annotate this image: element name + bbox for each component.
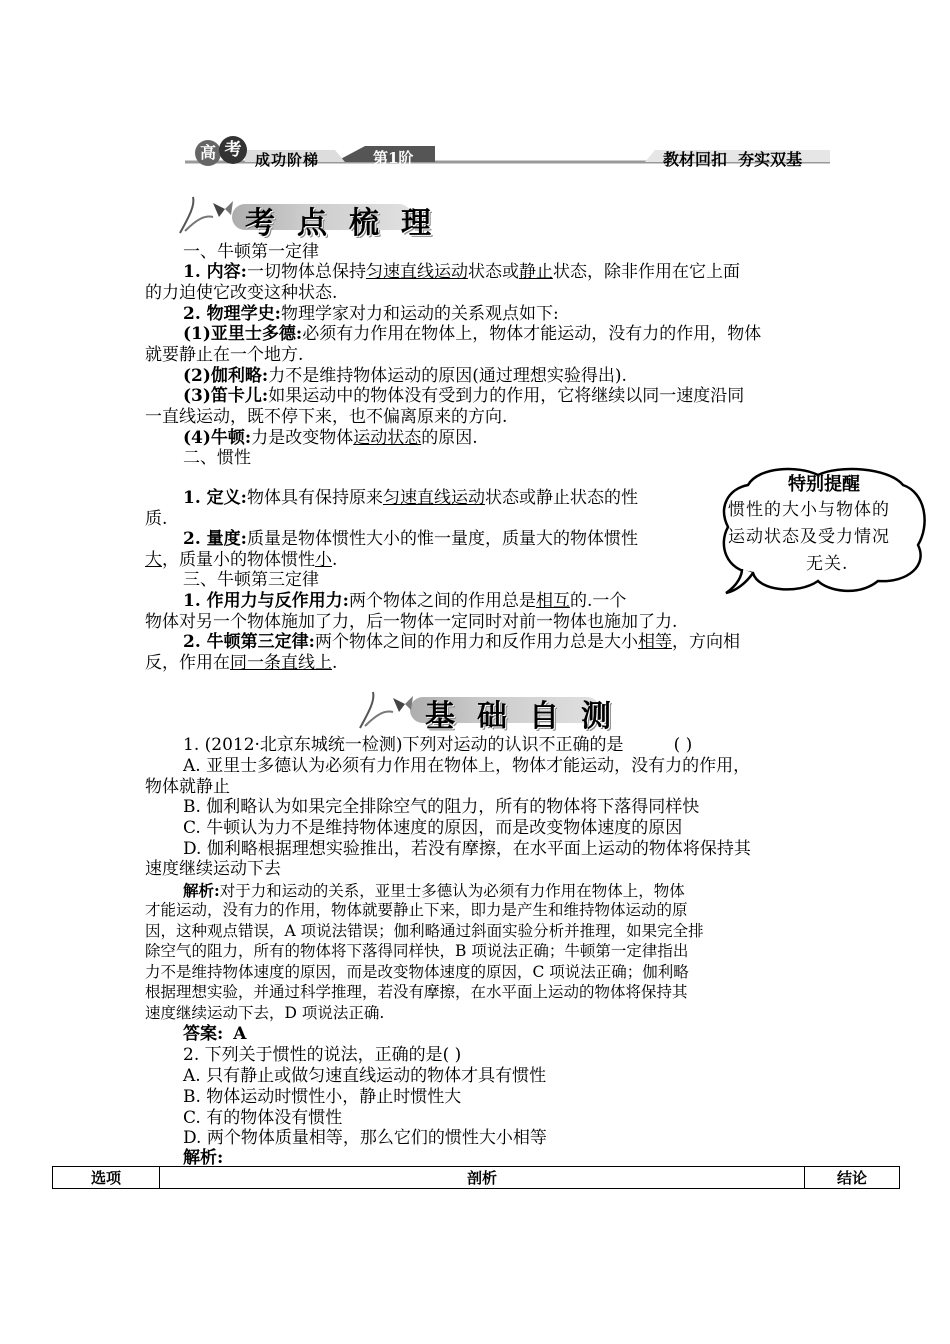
section-title-kaodian: 考点梳理 [245, 206, 453, 241]
q1-option-b: B. 伽利略认为如果完全排除空气的阻力，所有的物体将下落得同样快 [183, 797, 700, 817]
para-third-law: 2. 牛顿第三定律:两个物体之间的作用力和反作用力总是大小相等，方向相 [183, 632, 740, 652]
q1-option-c: C. 牛顿认为力不是维持物体速度的原因，而是改变物体速度的原因 [183, 818, 683, 838]
q1-analysis-1: 解析:对于力和运动的关系，亚里士多德认为必须有力作用在物体上，物体 [183, 881, 685, 900]
q1-option-d: D. 伽利略根据理想实验推出，若没有摩擦，在水平面上运动的物体将保持其 [183, 839, 751, 859]
para-aristotle-cont: 就要静止在一个地方. [145, 345, 304, 365]
header-badge-gao: 高 [195, 140, 221, 166]
header-series: 成功阶梯 [255, 151, 320, 169]
para-content-cont: 的力迫使它改变这种状态. [145, 283, 338, 303]
para-history: 2. 物理学史:物理学家对力和运动的关系观点如下: [183, 304, 559, 324]
tip-title: 特别提醒 [788, 474, 860, 495]
para-measure-cont: 大，质量小的物体惯性小. [145, 550, 338, 570]
table-header-option: 选项 [53, 1167, 160, 1189]
heading-newton-third: 三、牛顿第三定律 [183, 570, 319, 590]
para-definition: 1. 定义:物体具有保持原来匀速直线运动状态或静止状态的性 [183, 488, 638, 508]
table-header-row [53, 1167, 900, 1189]
q1-analysis-5: 力不是维持物体速度的原因，而是改变物体速度的原因，C 项说法正确；伽利略 [145, 963, 689, 981]
para-third-law-cont: 反，作用在同一条直线上. [145, 653, 338, 673]
section-icon-1 [175, 195, 235, 235]
q1-option-a: A. 亚里士多德认为必须有力作用在物体上，物体才能运动，没有力的作用， [183, 756, 751, 776]
para-aristotle: (1)亚里士多德:必须有力作用在物体上，物体才能运动，没有力的作用，物体 [183, 324, 762, 344]
header-badge-kao: 考 [219, 136, 247, 164]
para-descartes-cont: 一直线运动，既不停下来，也不偏离原来的方向. [145, 407, 508, 427]
para-newton: (4)牛顿:力是改变物体运动状态的原因. [183, 428, 478, 448]
para-descartes: (3)笛卡儿:如果运动中的物体没有受到力的作用，它将继续以同一速度沿同 [183, 386, 745, 406]
header-bar [185, 140, 830, 170]
q2-option-c: C. 有的物体没有惯性 [183, 1108, 343, 1128]
para-action-reaction-cont: 物体对另一个物体施加了力，后一物体一定同时对前一物体也施加了力. [145, 612, 678, 632]
table-header-analysis: 剖析 [160, 1167, 805, 1189]
header-right: 教材回扣 夯实双基 [663, 150, 803, 169]
tip-line2: 运动状态及受力情况 [728, 527, 890, 547]
section-title-jichu: 基础自测 [425, 699, 633, 734]
tip-line1: 惯性的大小与物体的 [728, 500, 890, 520]
para-measure: 2. 量度:质量是物体惯性大小的惟一量度，质量大的物体惯性 [183, 529, 638, 549]
q1-option-a-cont: 物体就静止 [145, 777, 230, 797]
heading-inertia: 二、惯性 [183, 448, 251, 468]
q2-analysis-label: 解析: [183, 1148, 224, 1168]
q1-option-d-cont: 速度继续运动下去 [145, 859, 281, 879]
section-icon-2 [355, 690, 415, 730]
para-content: 1. 内容:一切物体总保持匀速直线运动状态或静止状态，除非作用在它上面 [183, 262, 740, 282]
para-galileo: (2)伽利略:力不是维持物体运动的原因(通过理想实验得出). [183, 366, 627, 386]
para-action-reaction: 1. 作用力与反作用力:两个物体之间的作用总是相互的.一个 [183, 591, 627, 611]
q1-analysis-7: 速度继续运动下去，D 项说法正确. [145, 1004, 385, 1022]
q2-option-b: B. 物体运动时惯性小，静止时惯性大 [183, 1087, 462, 1107]
q1-answer: 答案: A [183, 1024, 247, 1044]
q1-stem: 1. (2012·北京东城统一检测)下列对运动的认识不正确的是 ( ) [183, 735, 693, 755]
q1-analysis-3: 因，这种观点错误，A 项说法错误；伽利略通过斜面实验分析并推理，如果完全排 [145, 922, 704, 940]
q2-option-d: D. 两个物体质量相等，那么它们的惯性大小相等 [183, 1128, 547, 1148]
heading-newton-first: 一、牛顿第一定律 [183, 242, 319, 262]
tip-line3: 无关. [806, 554, 849, 574]
q1-analysis-2: 才能运动，没有力的作用，物体就要静止下来，即力是产生和维持物体运动的原 [145, 901, 688, 919]
header-step: 第1阶 [373, 149, 414, 167]
para-definition-cont: 质. [145, 509, 168, 529]
analysis-table [52, 1166, 900, 1189]
table-header-conclusion: 结论 [805, 1167, 900, 1189]
q1-analysis-6: 根据理想实验，并通过科学推理，若没有摩擦，在水平面上运动的物体将保持其 [145, 983, 688, 1001]
tip-bubble [718, 465, 930, 600]
q2-stem: 2. 下列关于惯性的说法，正确的是( ) [183, 1045, 462, 1065]
q1-analysis-4: 除空气的阻力，所有的物体将下落得同样快，B 项说法正确；牛顿第一定律指出 [145, 942, 689, 960]
q2-option-a: A. 只有静止或做匀速直线运动的物体才具有惯性 [183, 1066, 547, 1086]
